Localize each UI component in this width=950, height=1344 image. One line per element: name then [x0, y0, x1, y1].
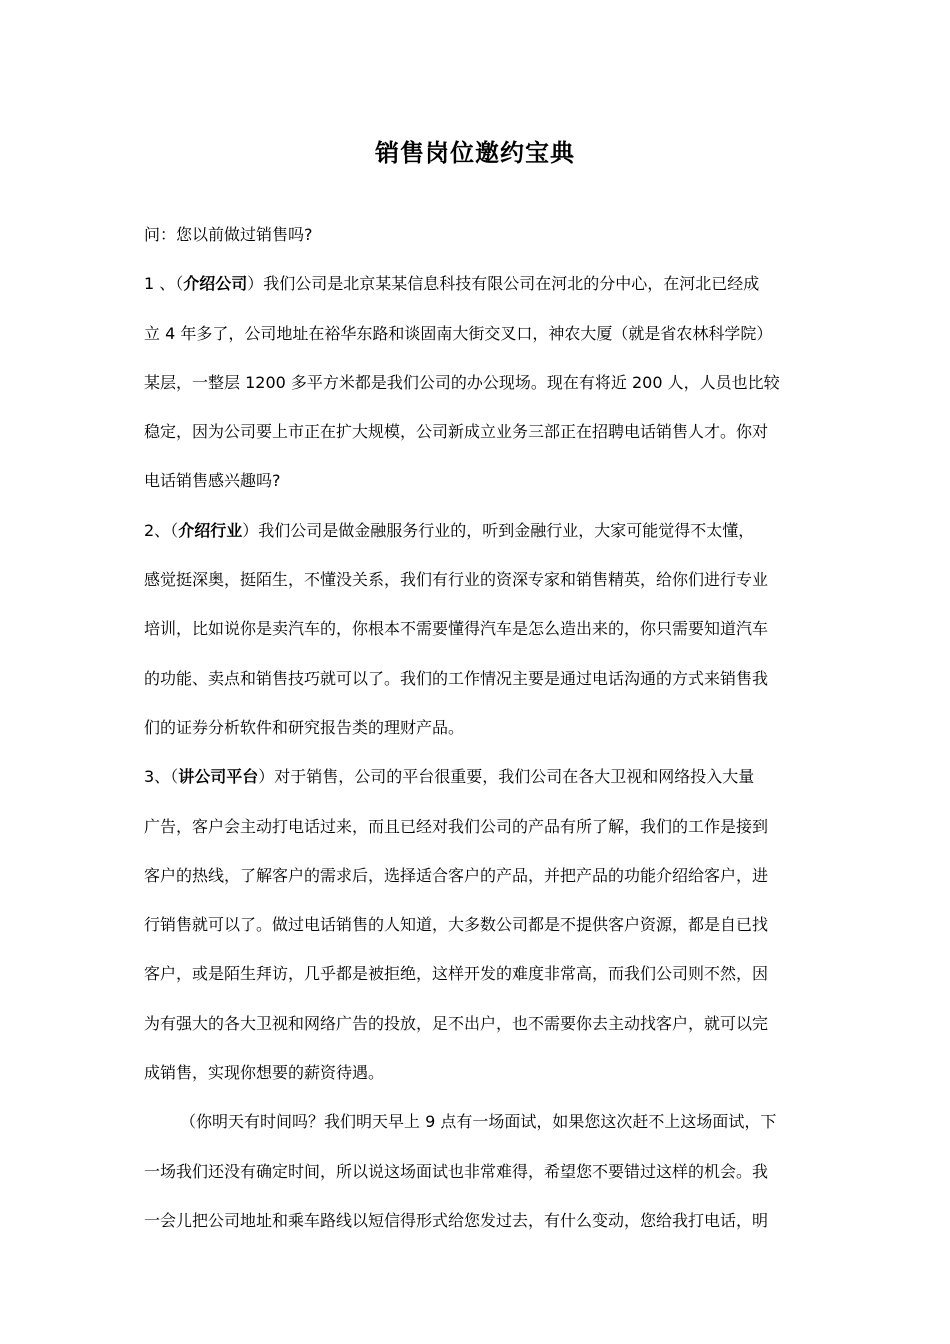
question-line: 问：您以前做过销售吗? [144, 225, 313, 244]
section-3-lead: 3、（ [144, 767, 179, 787]
section-1-first-line [144, 259, 804, 308]
section-2-line: 的功能、卖点和销售技巧就可以了。我们的工作情况主要是通过电话沟通的方式来销售我 [144, 668, 769, 688]
section-2-line: 感觉挺深奥，挺陌生，不懂没关系，我们有行业的资深专家和销售精英，给你们进行专业 [144, 570, 769, 590]
section-2-line: 们的证券分析软件和研究报告类的理财产品。 [144, 717, 465, 737]
section-3-line: 行销售就可以了。做过电话销售的人知道，大多数公司都是不提供客户资源，都是自已找 [144, 915, 769, 935]
section-1-line: 立 4 年多了，公司地址在裕华东路和谈固南大街交叉口，神农大厦（就是省农林科学院） [144, 323, 773, 343]
section-1-topic: 介绍公司 [183, 274, 248, 294]
section-2-rest: ）我们公司是做金融服务行业的，听到金融行业，大家可能觉得不太懂， [242, 520, 755, 540]
closing-line: 一场我们还没有确定时间，所以说这场面试也非常难得，希望您不要错过这样的机会。我 [144, 1161, 769, 1181]
page-title: 销售岗位邀约宝典 [375, 138, 575, 167]
section-2-line: 培训，比如说你是卖汽车的，你根本不需要懂得汽车是怎么造出来的，你只需要知道汽车 [144, 619, 769, 639]
section-3-line: 客户，或是陌生拜访，几乎都是被拒绝，这样开发的难度非常高，而我们公司则不然，因 [144, 964, 769, 984]
section-3-line: 成销售，实现你想要的薪资待遇。 [144, 1063, 385, 1083]
section-3-topic: 讲公司平台 [178, 767, 259, 787]
section-1-line: 稳定，因为公司要上市正在扩大规模，公司新成立业务三部正在招聘电话销售人才。你对 [144, 422, 769, 442]
section-3-line: 广告，客户会主动打电话过来，而且已经对我们公司的产品有所了解，我们的工作是接到 [144, 816, 769, 836]
section-1-lead: 1 、（ [144, 274, 184, 294]
section-3-line: 为有强大的各大卫视和网络广告的投放，足不出户，也不需要你去主动找客户，就可以完 [144, 1013, 769, 1033]
document-body [144, 210, 804, 1245]
section-2-first-line [144, 506, 804, 555]
section-1-rest: ）我们公司是北京某某信息科技有限公司在河北的分中心，在河北已经成 [247, 274, 760, 294]
closing-line: 一会儿把公司地址和乘车路线以短信得形式给您发过去，有什么变动，您给我打电话，明 [144, 1210, 769, 1230]
section-1-line: 某层，一整层 1200 多平方米都是我们公司的办公现场。现在有将近 200 人，人员也比较 [144, 372, 780, 392]
section-2-topic: 介绍行业 [178, 520, 243, 540]
section-3-rest: ）对于销售，公司的平台很重要，我们公司在各大卫视和网络投入大量 [258, 767, 755, 787]
closing-first-line: （你明天有时间吗？我们明天早上 9 点有一场面试，如果您这次赶不上这场面试，下 [180, 1112, 777, 1132]
section-3-first-line [144, 752, 804, 801]
section-1-line: 电话销售感兴趣吗? [144, 471, 281, 491]
section-3-line: 客户的热线，了解客户的需求后，选择适合客户的产品，并把产品的功能介绍给客户，进 [144, 865, 769, 885]
section-2-lead: 2、（ [144, 520, 179, 540]
